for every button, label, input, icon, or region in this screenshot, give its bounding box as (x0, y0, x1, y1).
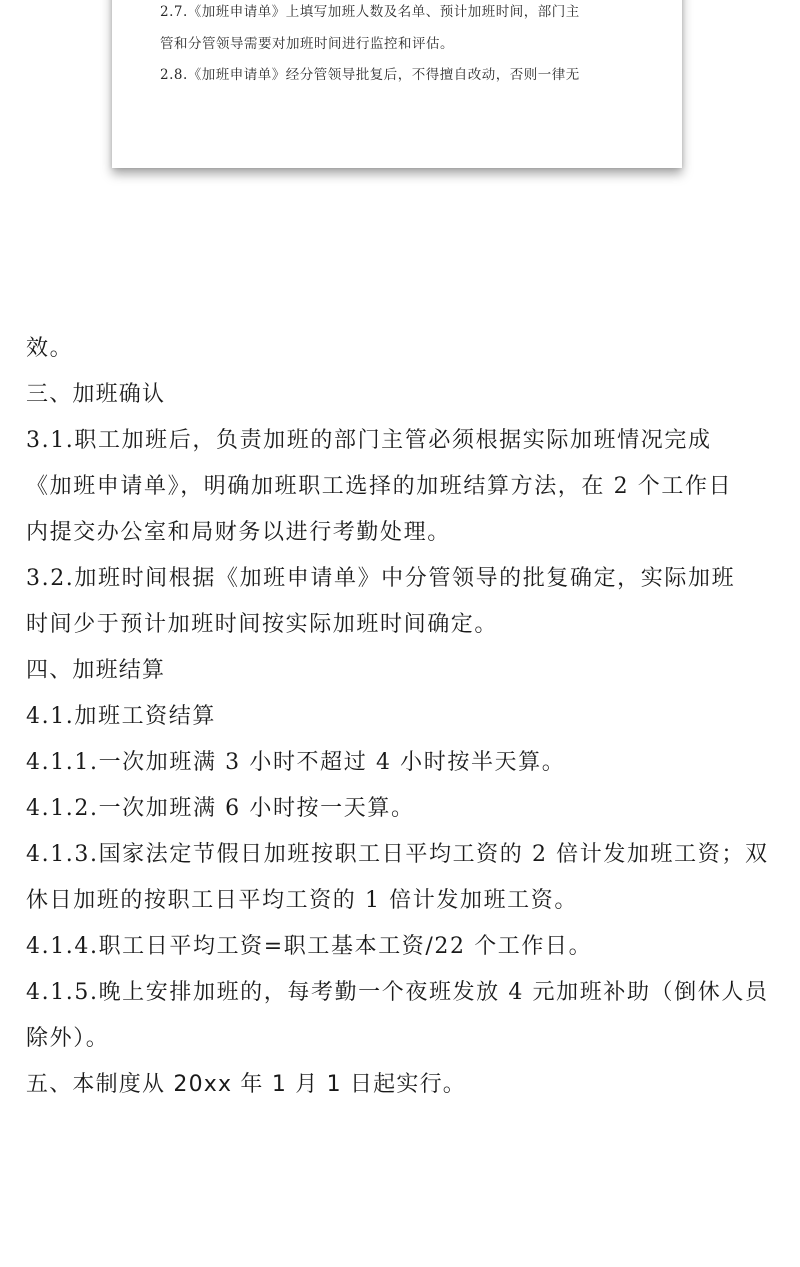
paragraph-line: 休日加班的按职工日平均工资的 1 倍计发加班工资。 (26, 888, 578, 913)
paragraph-line: 内提交办公室和局财务以进行考勤处理。 (26, 520, 451, 545)
preview-line-2-7: 2.7.《加班申请单》上填写加班人数及名单、预计加班时间，部门主 (160, 4, 580, 20)
paragraph-line: 4.1.5.晚上安排加班的，每考勤一个夜班发放 4 元加班补助（倒休人员 (26, 980, 769, 1005)
paragraph-line: 3.2.加班时间根据《加班申请单》中分管领导的批复确定，实际加班 (26, 566, 736, 591)
paragraph-line: 4.1.3.国家法定节假日加班按职工日平均工资的 2 倍计发加班工资；双 (26, 842, 769, 867)
preview-line-2-8: 2.8.《加班申请单》经分管领导批复后，不得擅自改动，否则一律无 (160, 67, 580, 83)
paragraph-line: 时间少于预计加班时间按实际加班时间确定。 (26, 612, 499, 637)
paragraph-line: 4.1.2.一次加班满 6 小时按一天算。 (26, 796, 415, 821)
page-preview-card (112, 0, 682, 168)
paragraph-line: 3.1.职工加班后，负责加班的部门主管必须根据实际加班情况完成 (26, 428, 712, 453)
section-heading-3: 三、加班确认 (26, 382, 166, 407)
section-heading-5: 五、本制度从 20xx 年 1 月 1 日起实行。 (26, 1072, 466, 1097)
paragraph-line: 效。 (26, 336, 74, 361)
paragraph-line: 4.1.1.一次加班满 3 小时不超过 4 小时按半天算。 (26, 750, 566, 775)
paragraph-line: 4.1.加班工资结算 (26, 704, 216, 729)
paragraph-line: 4.1.4.职工日平均工资=职工基本工资/22 个工作日。 (26, 934, 593, 959)
section-heading-4: 四、加班结算 (26, 658, 166, 683)
paragraph-line: 《加班申请单》，明确加班职工选择的加班结算方法，在 2 个工作日 (26, 474, 733, 499)
paragraph-line: 除外）。 (26, 1026, 110, 1051)
preview-line-2-7-cont: 管和分管领导需要对加班时间进行监控和评估。 (160, 36, 454, 52)
